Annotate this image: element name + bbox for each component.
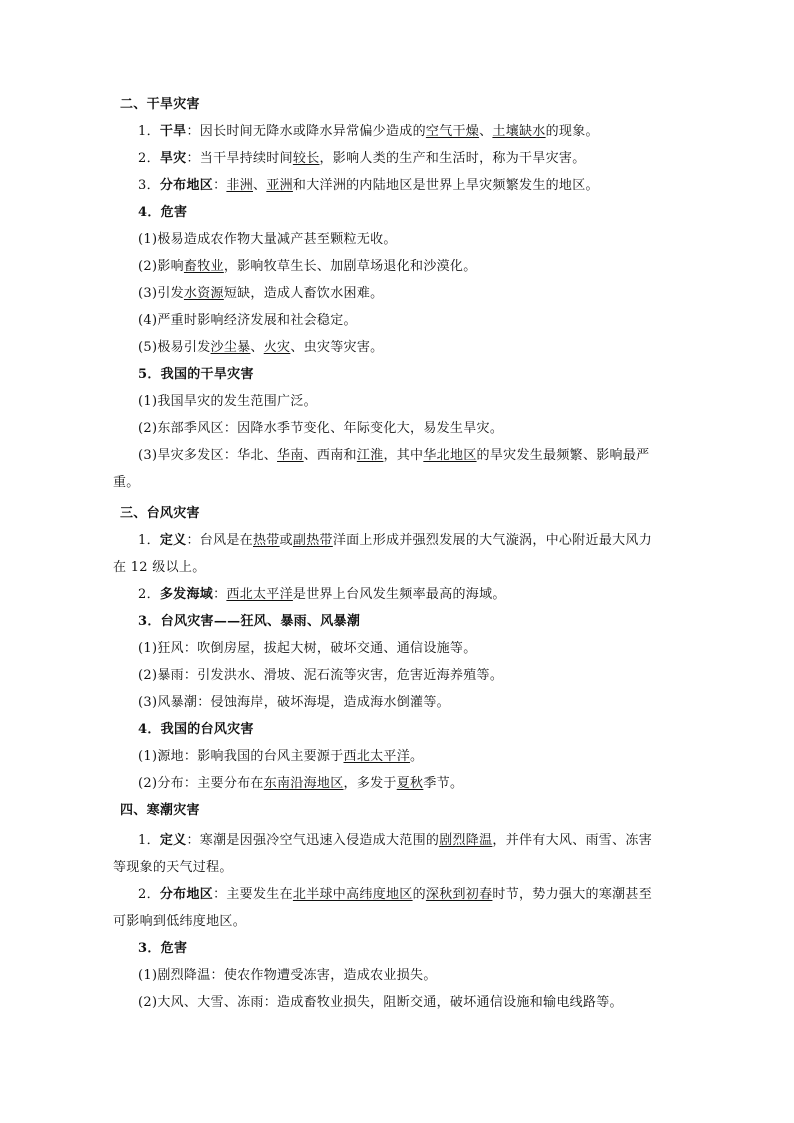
section-heading-typhoon: 三、台风灾害 xyxy=(120,506,200,521)
underlined-answer: 北半球中高纬度地区 xyxy=(292,887,413,902)
underlined-answer: 土壤缺水 xyxy=(492,124,546,139)
text: ，影响人类的生产和生活时，称为干旱灾害。 xyxy=(319,151,586,166)
item-number: 1． xyxy=(138,833,160,848)
underlined-answer: 江淮 xyxy=(356,448,384,463)
section-heading-drought: 二、干旱灾害 xyxy=(120,97,200,112)
term-label: 旱灾 xyxy=(159,151,187,166)
term-label: 分布地区 xyxy=(159,178,214,193)
list-item-continuation: 重。 xyxy=(113,475,140,490)
text: ：当干旱持续时间 xyxy=(186,151,293,166)
list-item: (1)狂风：吹倒房屋，拔起大树，破坏交通、通信设施等。 xyxy=(138,641,477,656)
list-item: (2)东部季风区：因降水季节变化、年际变化大，易发生旱灾。 xyxy=(138,421,504,436)
underlined-answer: 亚洲 xyxy=(266,178,293,193)
text: 的 xyxy=(412,887,426,902)
underlined-answer: 较长 xyxy=(292,151,320,166)
underlined-answer: 华北地区 xyxy=(423,448,477,463)
text: 的旱灾发生最频繁、影响最严 xyxy=(476,448,650,463)
text: 的现象。 xyxy=(545,124,599,139)
underlined-answer: 畜牧业 xyxy=(183,259,224,274)
text: (3)引发 xyxy=(138,286,184,301)
item-number: 2． xyxy=(138,151,160,166)
text: ，影响牧草生长、加剧草场退化和沙漠化。 xyxy=(223,259,477,274)
underlined-answer: 剧烈降温 xyxy=(439,833,493,848)
text: ：台风是在 xyxy=(186,533,253,548)
text: 、虫灾等灾害。 xyxy=(290,340,384,355)
text: ： xyxy=(213,178,227,193)
item-number: 3． xyxy=(138,178,160,193)
paragraph-continuation: 等现象的天气过程。 xyxy=(113,860,233,875)
item-number: 1． xyxy=(138,533,160,548)
term-label: 定义 xyxy=(159,533,187,548)
subheading-drought-harm: 4．危害 xyxy=(138,205,188,220)
underlined-answer: 副热带 xyxy=(292,533,333,548)
underlined-answer: 沙尘暴 xyxy=(210,340,251,355)
underlined-answer: 深秋到初春 xyxy=(425,887,493,902)
paragraph-typhoon-definition xyxy=(138,532,708,550)
text: 、西南和 xyxy=(303,448,357,463)
underlined-answer: 水资源 xyxy=(183,286,224,301)
term-label: 多发海域 xyxy=(159,587,214,602)
text: (2)影响 xyxy=(138,259,184,274)
list-item: (2)暴雨：引发洪水、滑坡、泥石流等灾害，危害近海养殖等。 xyxy=(138,668,504,683)
paragraph-cold-wave-definition xyxy=(138,832,708,850)
subheading-china-drought: 5．我国的干旱灾害 xyxy=(138,367,254,382)
underlined-answer: 空气干燥 xyxy=(425,124,480,139)
list-item: (1)极易造成农作物大量减产甚至颗粒无收。 xyxy=(138,232,397,247)
subheading-cold-wave-harm: 3．危害 xyxy=(138,941,188,956)
paragraph-continuation: 在 12 级以上。 xyxy=(113,560,206,575)
list-item xyxy=(138,339,708,357)
text: 或 xyxy=(279,533,293,548)
list-item: (1)剧烈降温：使农作物遭受冻害，造成农业损失。 xyxy=(138,968,437,983)
paragraph-continuation: 可影响到低纬度地区。 xyxy=(113,914,247,929)
text: 季节。 xyxy=(423,776,464,791)
paragraph-typhoon-region xyxy=(138,586,708,604)
text: ：因长时间无降水或降水异常偏少造成的 xyxy=(186,124,426,139)
term-label: 分布地区 xyxy=(159,887,214,902)
item-number: 2． xyxy=(138,587,160,602)
text: 、 xyxy=(250,340,264,355)
list-item xyxy=(138,775,708,793)
text: 是世界上台风发生频率最高的海域。 xyxy=(292,587,506,602)
term-label: 干旱 xyxy=(159,124,187,139)
underlined-answer: 东南沿海地区 xyxy=(263,776,344,791)
subheading-china-typhoon: 4．我国的台风灾害 xyxy=(138,722,254,737)
list-item: (1)我国旱灾的发生范围广泛。 xyxy=(138,394,317,409)
text: ，其中 xyxy=(383,448,424,463)
text: 和大洋洲的内陆地区是世界上旱灾频繁发生的地区。 xyxy=(292,178,599,193)
text: 洋面上形成并强烈发展的大气漩涡，中心附近最大风力 xyxy=(332,533,653,548)
underlined-answer: 火灾 xyxy=(263,340,291,355)
text: 、 xyxy=(479,124,493,139)
text: (5)极易引发 xyxy=(138,340,211,355)
paragraph-drought-disaster xyxy=(138,150,708,168)
text: 时节，势力强大的寒潮甚至 xyxy=(492,887,653,902)
text: ，多发于 xyxy=(343,776,397,791)
paragraph-cold-wave-distribution xyxy=(138,886,708,904)
list-item xyxy=(138,447,708,465)
text: 。 xyxy=(410,749,424,764)
text: ，并伴有大风、雨雪、冻害 xyxy=(492,833,652,848)
text: ：主要发生在 xyxy=(213,887,293,902)
underlined-answer: 夏秋 xyxy=(396,776,424,791)
list-item: (3)风暴潮：侵蚀海岸，破坏海堤，造成海水倒灌等。 xyxy=(138,695,450,710)
paragraph-drought-definition xyxy=(138,123,708,141)
underlined-answer: 西北太平洋 xyxy=(226,587,293,602)
text: (1)源地：影响我国的台风主要源于 xyxy=(138,749,344,764)
text: (3)旱灾多发区：华北、 xyxy=(138,448,278,463)
text: (2)分布：主要分布在 xyxy=(138,776,264,791)
list-item xyxy=(138,258,708,276)
text: ：寒潮是因强冷空气迅速入侵造成大范围的 xyxy=(186,833,440,848)
list-item xyxy=(138,748,708,766)
item-number: 1． xyxy=(138,124,160,139)
text: 、 xyxy=(253,178,267,193)
underlined-answer: 热带 xyxy=(253,533,280,548)
term-label: 定义 xyxy=(159,833,187,848)
subheading-typhoon-disasters: 3．台风灾害——狂风、暴雨、风暴潮 xyxy=(138,614,361,629)
text: 短缺，造成人畜饮水困难。 xyxy=(223,286,384,301)
list-item xyxy=(138,285,708,303)
list-item: (2)大风、大雪、冻雨：造成畜牧业损失，阻断交通，破坏通信设施和输电线路等。 xyxy=(138,995,623,1010)
text: ： xyxy=(213,587,227,602)
list-item: (4)严重时影响经济发展和社会稳定。 xyxy=(138,313,357,328)
item-number: 2． xyxy=(138,887,160,902)
section-heading-cold-wave: 四、寒潮灾害 xyxy=(120,803,200,818)
underlined-answer: 非洲 xyxy=(226,178,253,193)
underlined-answer: 西北太平洋 xyxy=(343,749,411,764)
underlined-answer: 华南 xyxy=(277,448,304,463)
paragraph-drought-distribution xyxy=(138,177,708,195)
